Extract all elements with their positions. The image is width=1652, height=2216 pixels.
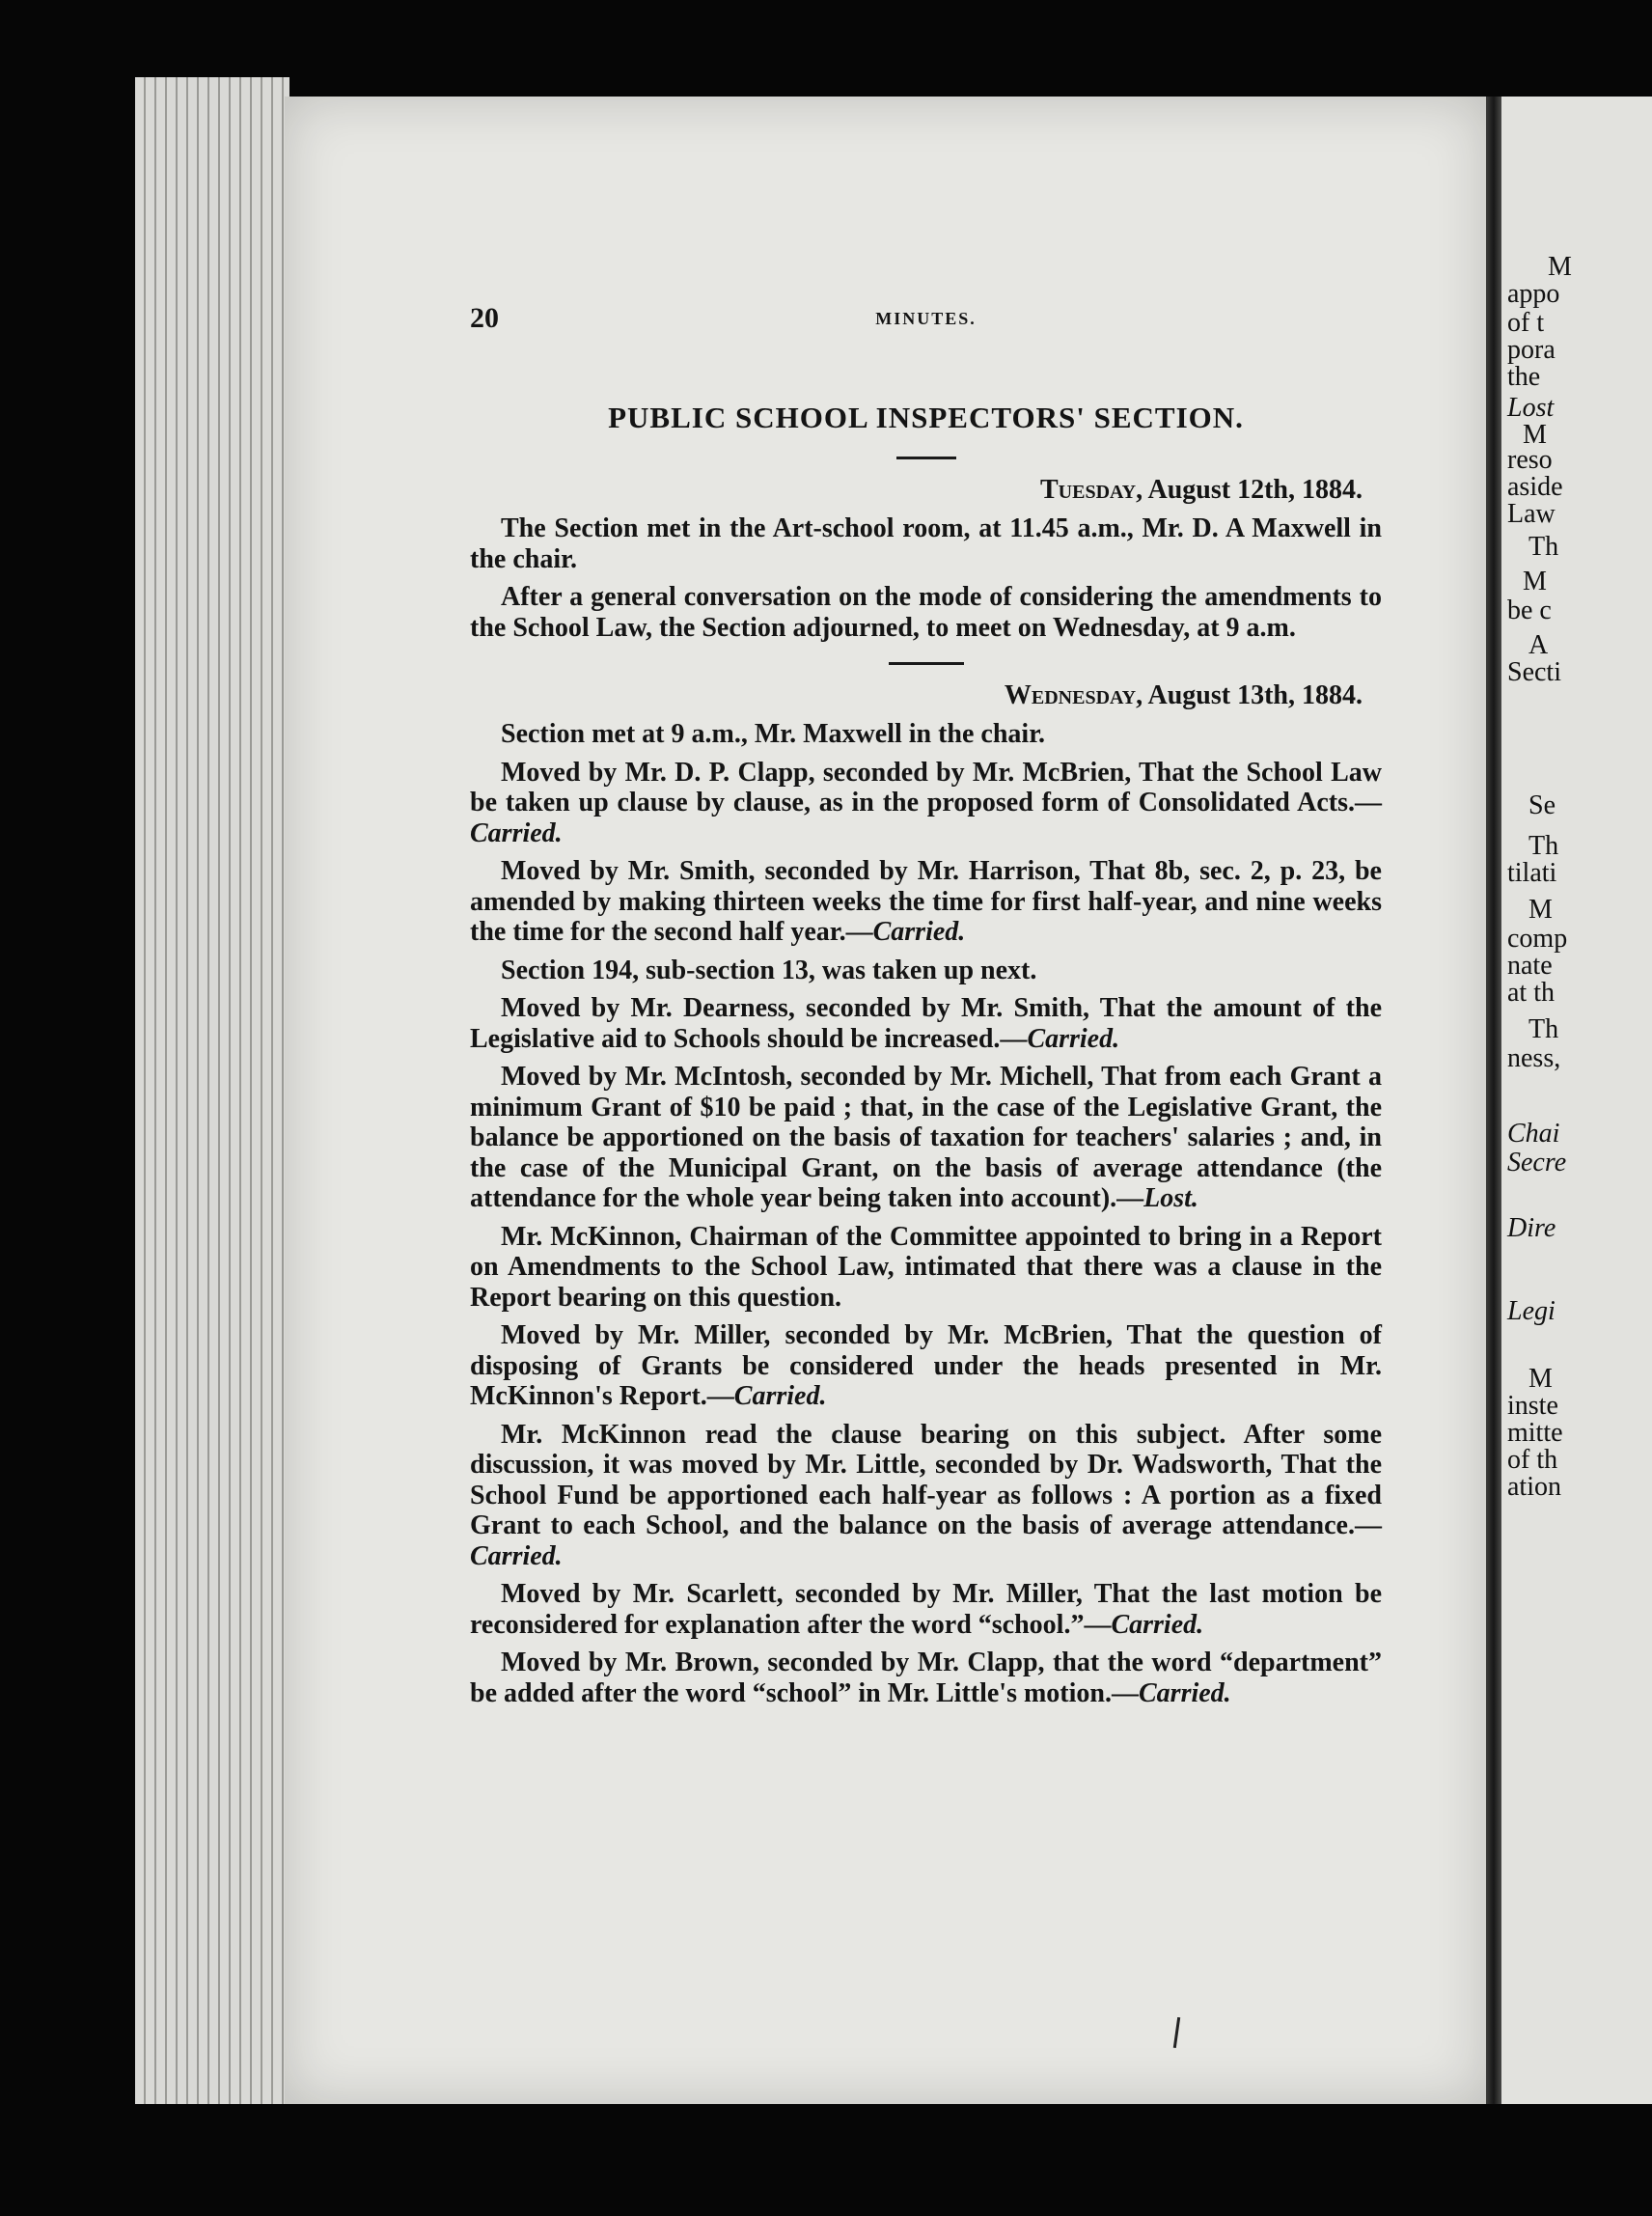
book-gutter <box>1486 97 1501 2104</box>
adjacent-page-fragment: mitte <box>1507 1418 1563 1448</box>
adjacent-page-fragment: Th <box>1528 532 1559 562</box>
adjacent-page-fragment: Lost <box>1507 393 1555 423</box>
adjacent-page-fragment: Dire <box>1507 1213 1556 1243</box>
meeting-date <box>470 475 1382 506</box>
page-text <box>470 285 1382 1708</box>
adjacent-page-fragment: tilati <box>1507 858 1557 888</box>
adjacent-page-fragment: Th <box>1528 831 1559 861</box>
paragraph: Moved by Mr. D. P. Clapp, seconded by Mr. McBrien, That the School Law be taken up clause by clause, as in the proposed form of Consolidated Acts.—Carried. <box>470 757 1382 848</box>
date-day: Tuesday <box>1039 475 1137 505</box>
paragraph: Moved by Mr. Dearness, seconded by Mr. Smith, That the amount of the Legislative aid to Schools should be increased.—Carried. <box>470 993 1382 1054</box>
adjacent-page-fragment: appo <box>1507 279 1560 309</box>
adjacent-page-fragment: Chai <box>1507 1119 1560 1149</box>
paragraph: Section 194, sub-section 13, was taken up next. <box>501 955 1037 985</box>
section-title: PUBLIC SCHOOL INSPECTORS' SECTION. <box>608 401 1244 434</box>
paragraph: Moved by Mr. Scarlett, seconded by Mr. Miller, That the last motion be reconsidered for explanation after the word “school.”—Carried. <box>470 1579 1382 1640</box>
adjacent-page-fragment: reso <box>1507 445 1553 475</box>
adjacent-page-fragment: A <box>1528 630 1549 660</box>
adjacent-page-fragment: Law <box>1507 499 1556 529</box>
meeting-rule <box>889 662 964 665</box>
adjacent-page-fragment: comp <box>1507 924 1568 954</box>
adjacent-page-fragment: M <box>1523 567 1547 596</box>
paragraph: The Section met in the Art-school room, at 11.45 a.m., Mr. D. A Maxwell in the chair. <box>470 513 1382 574</box>
adjacent-page-fragment: Secre <box>1507 1148 1567 1177</box>
adjacent-page-fragment: of t <box>1507 308 1545 338</box>
page-edges <box>135 77 289 2104</box>
date-rest: , August 12th, 1884. <box>1136 475 1363 505</box>
paragraph: Mr. McKinnon read the clause bearing on this subject. After some discussion, it was moved by Mr. Little, seconded by Dr. Wadsworth, That the School Fund be apportioned each half-year as follows : A portion as a fixed Grant to each School, and the balance on the basis of average attendance.—Carried. <box>470 1419 1382 1571</box>
date-rest: , August 13th, 1884. <box>1136 680 1363 710</box>
adjacent-page-fragment: pora <box>1507 335 1556 365</box>
paragraph: Moved by Mr. Smith, seconded by Mr. Harrison, That 8b, sec. 2, p. 23, be amended by making thirteen weeks the time for first half-year, and nine weeks the time for the second half year.—Carried. <box>470 856 1382 947</box>
running-head <box>470 285 1382 333</box>
page-number: 20 <box>470 302 499 334</box>
adjacent-page-fragment: M <box>1528 1364 1553 1394</box>
adjacent-page-fragment: Legi <box>1507 1296 1556 1326</box>
paragraph: Section met at 9 a.m., Mr. Maxwell in the chair. <box>501 719 1046 749</box>
adjacent-page-fragment: Se <box>1528 790 1556 820</box>
adjacent-page-fragment: of th <box>1507 1445 1558 1475</box>
adjacent-page-fragment: M <box>1548 252 1572 282</box>
adjacent-page-fragment: be c <box>1507 596 1552 625</box>
paragraph: After a general conversation on the mode of considering the amendments to the School Law, the Section adjourned, to meet on Wednesday, at 9 a.m. <box>470 582 1382 643</box>
adjacent-page-fragment: at th <box>1507 978 1555 1008</box>
paragraph: Mr. McKinnon, Chairman of the Committee appointed to bring in a Report on Amendments to the School Law, intimated that there was a clause in the Report bearing on this question. <box>470 1221 1382 1313</box>
meeting-date <box>470 680 1382 711</box>
adjacent-page-fragment: M <box>1523 420 1547 450</box>
adjacent-page <box>1501 97 1652 2104</box>
title-rule <box>896 457 956 459</box>
date-day: Wednesday <box>1004 680 1137 710</box>
adjacent-page-fragment: M <box>1528 895 1553 925</box>
adjacent-page-fragment: Secti <box>1507 657 1561 687</box>
adjacent-page-fragment: aside <box>1507 472 1563 502</box>
adjacent-page-fragment: nate <box>1507 951 1553 981</box>
adjacent-page-fragment: Th <box>1528 1014 1559 1044</box>
paragraph: Moved by Mr. Miller, seconded by Mr. McBrien, That the question of disposing of Grants be considered under the heads presented in Mr. McKinnon's Report.—Carried. <box>470 1320 1382 1411</box>
paragraph: Moved by Mr. Brown, seconded by Mr. Clapp, that the word “department” be added after the word “school” in Mr. Little's motion.—Carried. <box>470 1648 1382 1708</box>
adjacent-page-fragment: inste <box>1507 1391 1558 1421</box>
adjacent-page-fragment: ation <box>1507 1472 1561 1502</box>
paragraph: Moved by Mr. McIntosh, seconded by Mr. Michell, That from each Grant a minimum Grant of $10 be paid ; that, in the case of the Legislative Grant, the balance be apportioned on the basis of taxation for teachers' salaries ; and, in the case of the Municipal Grant, on the basis of average attendance (the attendance for the whole year being taken into account).—Lost. <box>470 1062 1382 1213</box>
adjacent-page-fragment: the <box>1507 362 1541 392</box>
running-title: MINUTES. <box>875 309 977 328</box>
adjacent-page-fragment: ness, <box>1507 1043 1561 1073</box>
